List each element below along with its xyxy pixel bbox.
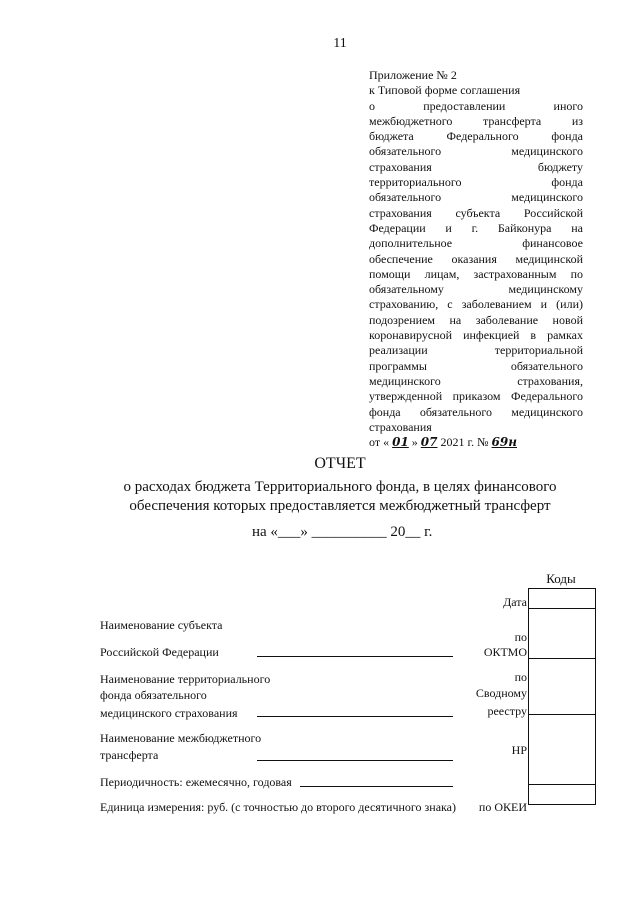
annex-body-line: страхованию, с заболеванием и (или): [369, 297, 583, 312]
annex-header: [369, 68, 583, 450]
fund-label-2: фонда обязательного: [100, 688, 207, 702]
code-cell-nr[interactable]: [529, 715, 595, 785]
code-cell-oktmo[interactable]: [529, 609, 595, 659]
annex-body-line: страхования субъекта Российской: [369, 205, 583, 220]
reestr-label-3: реестру: [487, 704, 527, 718]
annex-body-line: обязательного медицинского: [369, 144, 583, 159]
subject-label-2: Российской Федерации: [100, 645, 219, 659]
reestr-label-1: по: [514, 670, 527, 684]
sig-number: 69н: [491, 435, 517, 450]
code-cell-okei[interactable]: [529, 785, 595, 804]
fund-input-line[interactable]: [257, 716, 453, 717]
annex-body-line: территориального фонда: [369, 175, 583, 190]
annex-body-line: страхования бюджету: [369, 159, 583, 174]
annex-body-line: фонда обязательного медицинского: [369, 404, 583, 419]
nr-label: НР: [511, 743, 527, 757]
annex-body-line: обязательного медицинского: [369, 190, 583, 205]
report-date-line: на «___» __________ 20__ г.: [252, 524, 433, 540]
annex-body-line: обеспечение оказания медицинской: [369, 251, 583, 266]
oktmo-label-1: по: [514, 630, 527, 644]
report-title: ОТЧЕТ: [314, 455, 366, 472]
annex-last-line: страхования: [369, 419, 432, 434]
report-subtitle: о расходах бюджета Территориального фонда, в целях финансового обеспечения которых предоставляется межбюджетный трансферт: [123, 479, 557, 514]
fund-label-3: медицинского страхования: [100, 706, 238, 720]
oktmo-label-2: ОКТМО: [483, 645, 527, 659]
codes-header: Коды: [546, 571, 576, 586]
annex-body-line: программы обязательного: [369, 358, 583, 373]
page-number: 11: [333, 36, 347, 51]
annex-body-line: коронавирусной инфекцией в рамках: [369, 328, 583, 343]
annex-body-line: обязательному медицинскому: [369, 282, 583, 297]
annex-body-line: медицинского страхования,: [369, 373, 583, 388]
sig-mid: »: [411, 435, 418, 450]
periodicity-input-line[interactable]: [300, 786, 453, 787]
transfer-label-1: Наименование межбюджетного: [100, 731, 262, 745]
fund-label-1: Наименование территориального: [100, 672, 271, 686]
okei-label: по ОКЕИ: [478, 800, 527, 814]
annex-body-line: дополнительное финансовое: [369, 236, 583, 251]
annex-line: к Типовой форме соглашения: [369, 83, 521, 98]
transfer-input-line[interactable]: [257, 760, 453, 761]
annex-signature-line: [369, 435, 583, 450]
annex-body-line: о предоставлении иного: [369, 98, 583, 113]
annex-body-line: реализации территориальной: [369, 343, 583, 358]
codes-table: [528, 588, 596, 805]
reestr-label-2: Сводному: [475, 686, 527, 700]
code-cell-date[interactable]: [529, 589, 595, 609]
sig-prefix: от «: [369, 435, 390, 450]
annex-line: Приложение № 2: [369, 68, 457, 82]
annex-body-line: помощи лицам, застрахованным по: [369, 266, 583, 281]
subject-label-1: Наименование субъекта: [100, 618, 223, 632]
periodicity-label: Периодичность: ежемесячно, годовая: [100, 775, 292, 789]
unit-label: Единица измерения: руб. (с точностью до второго десятичного знака): [100, 800, 456, 814]
annex-body-line: Федерации и г. Байконура на: [369, 220, 583, 235]
annex-body-line: утвержденной приказом Федерального: [369, 389, 583, 404]
annex-body: [369, 99, 583, 420]
code-cell-reestr[interactable]: [529, 659, 595, 715]
annex-body-line: подозрением на заболевание новой: [369, 312, 583, 327]
sig-day: 01: [392, 435, 409, 450]
transfer-label-2: трансферта: [100, 748, 159, 762]
sig-month: 07: [420, 435, 438, 450]
annex-body-line: межбюджетного трансферта из: [369, 113, 583, 128]
sig-year: 2021 г. №: [440, 435, 489, 450]
annex-body-line: бюджета Федерального фонда: [369, 129, 583, 144]
date-label: Дата: [503, 595, 527, 609]
subject-input-line[interactable]: [257, 656, 453, 657]
